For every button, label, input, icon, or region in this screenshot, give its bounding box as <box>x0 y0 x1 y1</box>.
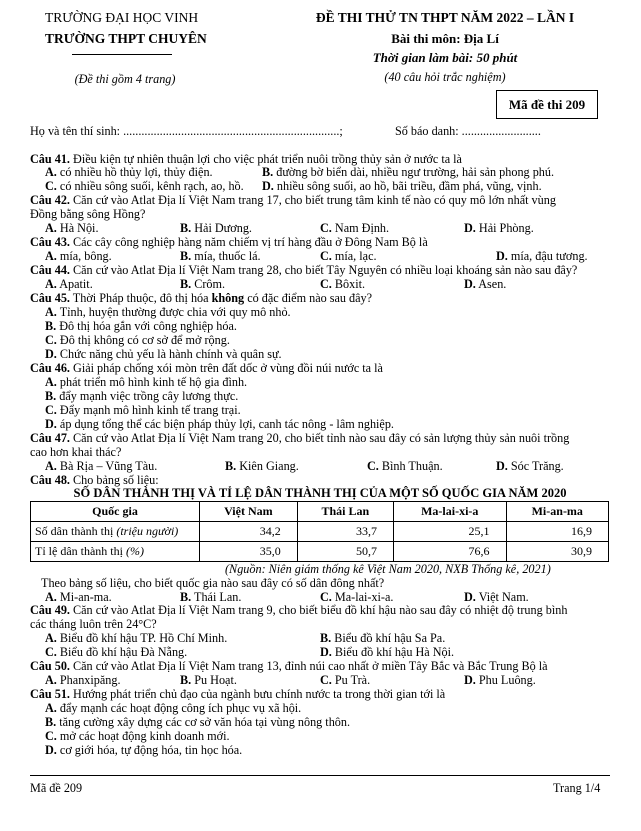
q43-option-b[interactable]: B. mía, thuốc lá. <box>180 249 261 263</box>
table-header: Quốc gia <box>31 502 200 522</box>
q41-option-d[interactable]: D. nhiều sông suối, ao hồ, bãi triều, đầm phá, vũng, vịnh. <box>262 179 542 193</box>
table-title: SỐ DÂN THÀNH THỊ VÀ TỈ LỆ DÂN THÀNH THỊ CỦA MỘT SỐ QUỐC GIA NĂM 2020 <box>73 486 567 500</box>
table-header: Việt Nam <box>200 502 298 522</box>
q46-option-a[interactable]: A. phát triển mô hình kinh tế hộ gia đình. <box>45 375 248 389</box>
q47-option-b[interactable]: B. Kiên Giang. <box>225 459 299 473</box>
q45-option-c[interactable]: C. Đô thị không có cơ sở để mở rộng. <box>45 333 230 347</box>
q43-option-a[interactable]: A. mía, bông. <box>45 249 112 263</box>
q49-option-d[interactable]: D. Biểu đồ khí hậu Hà Nội. <box>320 645 455 659</box>
question-42-cont: Đồng bằng sông Hồng? <box>30 207 146 221</box>
q46-option-c[interactable]: C. Đẩy mạnh mô hình kinh tế trang trại. <box>45 403 241 417</box>
question-48-ask: Theo bảng số liệu, cho biết quốc gia nào sau đây có số dân đông nhất? <box>41 576 385 590</box>
university-name: TRƯỜNG ĐẠI HỌC VINH <box>45 10 199 25</box>
q51-option-b[interactable]: B. tăng cường xây dựng các cơ sở văn hóa tại vùng nông thôn. <box>45 715 351 729</box>
q48-option-d[interactable]: D. Việt Nam. <box>464 590 529 604</box>
question-49: Câu 49. Căn cứ vào Atlat Địa lí Việt Nam trang 9, cho biết biểu đồ khí hậu nào sau đây có nhiệt độ trung bình <box>30 603 568 617</box>
q42-option-b[interactable]: B. Hải Dương. <box>180 221 252 235</box>
q41-option-c[interactable]: C. có nhiều sông suối, kênh rạch, ao, hồ. <box>45 179 244 193</box>
question-50: Câu 50. Căn cứ vào Atlat Địa lí Việt Nam trang 13, đỉnh núi cao nhất ở miền Tây Bắc và Bắc Trung Bộ là <box>30 659 548 673</box>
question-48: Câu 48. Cho bảng số liệu: <box>30 473 159 487</box>
table-header: Mi-an-ma <box>506 502 608 522</box>
q51-option-d[interactable]: D. cơ giới hóa, tự động hóa, tin học hóa. <box>45 743 243 757</box>
q48-option-b[interactable]: B. Thái Lan. <box>180 590 242 604</box>
data-table <box>30 501 609 562</box>
school-name: TRƯỜNG THPT CHUYÊN <box>45 31 207 46</box>
q50-option-a[interactable]: A. Phanxipăng. <box>45 673 121 687</box>
q43-option-c[interactable]: C. mía, lạc. <box>320 249 377 263</box>
q48-option-c[interactable]: C. Ma-lai-xi-a. <box>320 590 394 604</box>
q44-option-a[interactable]: A. Apatit. <box>45 277 93 291</box>
candidate-name-line: Họ và tên thí sinh: .......................................................................; <box>30 124 343 138</box>
q51-option-a[interactable]: A. đẩy mạnh các hoạt động công ích phục vụ xã hội. <box>45 701 302 715</box>
table-cell: 76,6 <box>393 542 506 562</box>
pages-note: (Đề thi gồm 4 trang) <box>74 72 176 86</box>
footer-page-number: Trang 1/4 <box>553 781 601 795</box>
q46-option-b[interactable]: B. đẩy mạnh việc trồng cây lương thực. <box>45 389 239 403</box>
q47-option-c[interactable]: C. Bình Thuận. <box>367 459 443 473</box>
q46-option-d[interactable]: D. áp dụng tổng thể các biện pháp thủy lợi, canh tác nông - lâm nghiệp. <box>45 417 394 431</box>
table-header-row <box>31 502 609 522</box>
q47-option-d[interactable]: D. Sóc Trăng. <box>496 459 564 473</box>
q44-option-d[interactable]: D. Asen. <box>464 277 507 291</box>
table-cell: 16,9 <box>506 522 608 542</box>
q42-option-d[interactable]: D. Hải Phòng. <box>464 221 534 235</box>
candidate-id-line: Số báo danh: .......................... <box>395 124 541 138</box>
q49-option-b[interactable]: B. Biểu đồ khí hậu Sa Pa. <box>320 631 446 645</box>
exam-code-box: Mã đề thi 209 <box>496 90 598 119</box>
table-row <box>31 542 609 562</box>
q45-option-d[interactable]: D. Chức năng chủ yếu là hành chính và quân sự. <box>45 347 282 361</box>
question-45: Câu 45. Thời Pháp thuộc, đô thị hóa không có đặc điểm nào sau đây? <box>30 291 373 305</box>
q44-option-c[interactable]: C. Bôxit. <box>320 277 366 291</box>
q41-option-a[interactable]: A. có nhiều hồ thủy lợi, thủy điện. <box>45 165 213 179</box>
q50-option-d[interactable]: D. Phu Luông. <box>464 673 536 687</box>
question-43: Câu 43. Các cây công nghiệp hàng năm chiếm vị trí hàng đầu ở Đông Nam Bộ là <box>30 235 428 249</box>
q49-option-c[interactable]: C. Biểu đồ khí hậu Đà Nẵng. <box>45 645 188 659</box>
table-cell: 34,2 <box>200 522 298 542</box>
question-51: Câu 51. Hướng phát triển chủ đạo của ngành bưu chính nước ta trong thời gian tới là <box>30 687 446 701</box>
questions-note: (40 câu hỏi trắc nghiệm) <box>384 70 506 84</box>
table-header: Ma-lai-xi-a <box>393 502 506 522</box>
question-49-cont: các tháng luôn trên 24°C? <box>30 617 157 631</box>
q51-option-c[interactable]: C. mở các hoạt động kinh doanh mới. <box>45 729 230 743</box>
q47-option-a[interactable]: A. Bà Rịa – Vũng Tàu. <box>45 459 158 473</box>
q49-option-a[interactable]: A. Biểu đồ khí hậu TP. Hồ Chí Minh. <box>45 631 228 645</box>
table-cell: 50,7 <box>297 542 393 562</box>
q50-option-b[interactable]: B. Pu Hoạt. <box>180 673 237 687</box>
table-cell: 30,9 <box>506 542 608 562</box>
table-row <box>31 522 609 542</box>
table-header: Thái Lan <box>297 502 393 522</box>
q45-option-b[interactable]: B. Đô thị hóa gắn với công nghiệp hóa. <box>45 319 237 333</box>
table-source: (Nguồn: Niên giám thống kê Việt Nam 2020, NXB Thống kê, 2021) <box>225 562 551 576</box>
question-47: Câu 47. Căn cứ vào Atlat Địa lí Việt Nam trang 20, cho biết tỉnh nào sau đây có sản lượng thủy sản nuôi trồng <box>30 431 570 445</box>
question-41: Câu 41. Điều kiện tự nhiên thuận lợi cho việc phát triển nuôi trồng thủy sản ở nước ta là <box>30 152 462 166</box>
q41-option-b[interactable]: B. đường bờ biển dài, nhiều ngư trường, hải sản phong phú. <box>262 165 555 179</box>
header-divider <box>72 54 172 55</box>
q43-option-d[interactable]: D. mía, đậu tương. <box>496 249 588 263</box>
question-44: Câu 44. Căn cứ vào Atlat Địa lí Việt Nam trang 28, cho biết Tây Nguyên có nhiều loại khoáng sản nào sau đây? <box>30 263 578 277</box>
row-label: Tỉ lệ dân thành thị (%) <box>31 542 200 562</box>
q42-option-a[interactable]: A. Hà Nội. <box>45 221 99 235</box>
subject: Bài thi môn: Địa Lí <box>391 31 499 46</box>
question-46: Câu 46. Giải pháp chống xói mòn trên đất dốc ở vùng đồi núi nước ta là <box>30 361 383 375</box>
table-cell: 33,7 <box>297 522 393 542</box>
question-47-cont: cao hơn khai thác? <box>30 445 122 459</box>
table-cell: 25,1 <box>393 522 506 542</box>
footer-divider <box>30 775 610 776</box>
question-42: Câu 42. Căn cứ vào Atlat Địa lí Việt Nam trang 17, cho biết trung tâm kinh tế nào có quy mô lớn nhất vùng <box>30 193 556 207</box>
footer-exam-code: Mã đề 209 <box>30 781 83 795</box>
row-label: Số dân thành thị (triệu người) <box>31 522 200 542</box>
q44-option-b[interactable]: B. Crôm. <box>180 277 226 291</box>
time-limit: Thời gian làm bài: 50 phút <box>372 50 518 65</box>
table-cell: 35,0 <box>200 542 298 562</box>
q50-option-c[interactable]: C. Pu Trà. <box>320 673 371 687</box>
q42-option-c[interactable]: C. Nam Định. <box>320 221 390 235</box>
q45-option-a[interactable]: A. Tỉnh, huyện thường được chia với quy mô nhỏ. <box>45 305 291 319</box>
q48-option-a[interactable]: A. Mi-an-ma. <box>45 590 112 604</box>
exam-title: ĐỀ THI THỬ TN THPT NĂM 2022 – LẦN I <box>315 10 575 25</box>
